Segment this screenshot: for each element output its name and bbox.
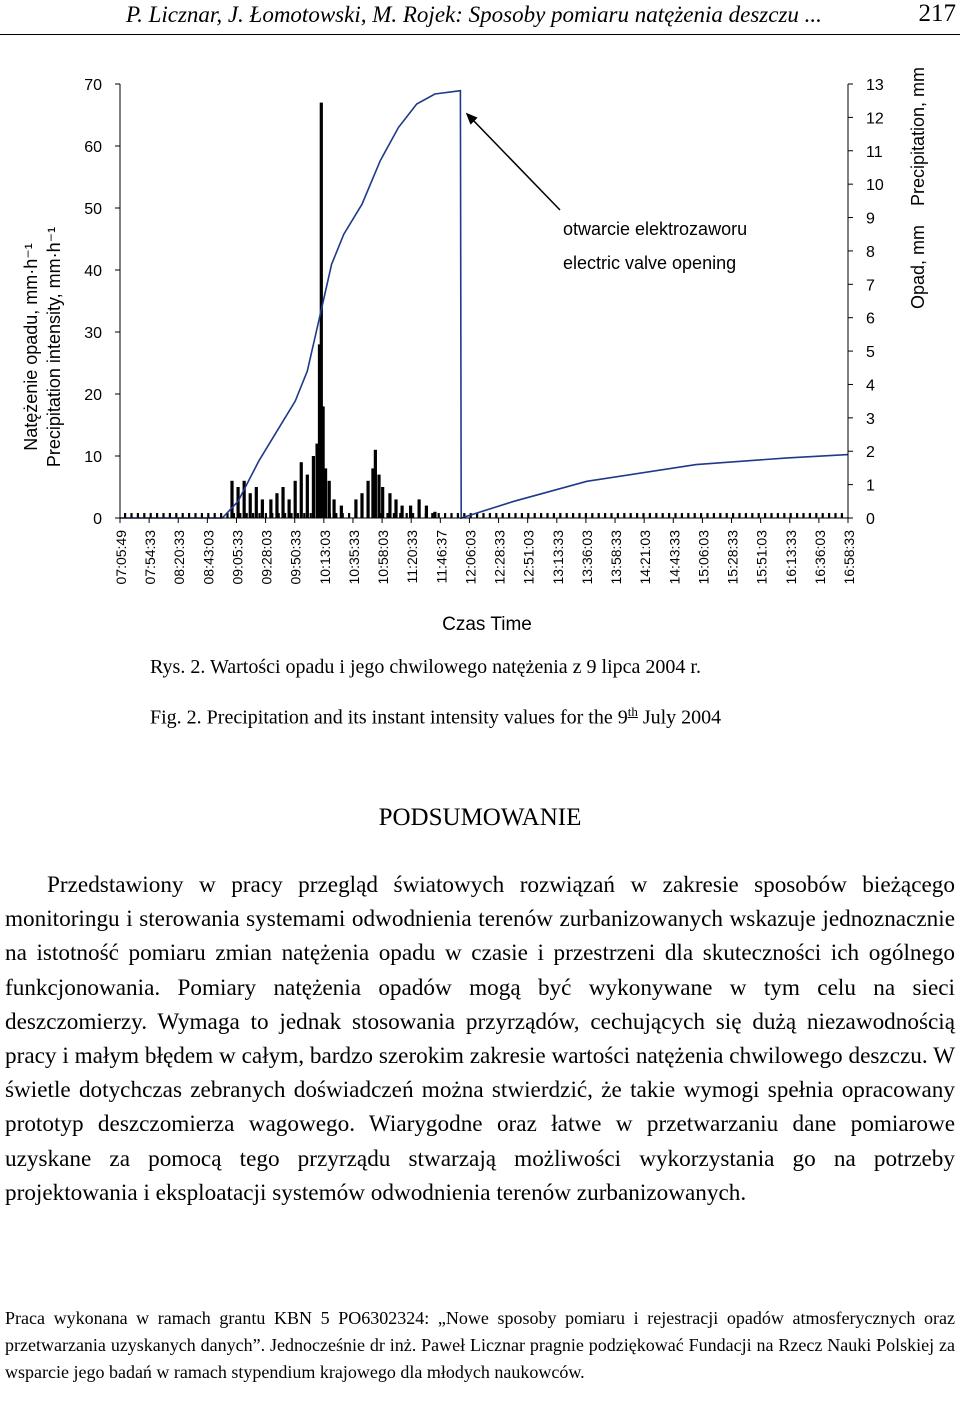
x-tick-label: 14:43:33 (666, 530, 683, 585)
intensity-bar (418, 499, 421, 518)
intensity-bar (381, 487, 384, 518)
intensity-baseline-bar (508, 513, 510, 518)
x-tick-label: 11:20:33 (404, 530, 421, 584)
intensity-baseline-bar (265, 513, 267, 518)
x-axis-title: Czas Time (442, 614, 532, 635)
intensity-baseline-bar (444, 513, 446, 518)
right-tick-label: 13 (866, 77, 884, 94)
intensity-baseline-bar (604, 513, 606, 518)
intensity-baseline-bar (732, 513, 734, 518)
intensity-bar (388, 493, 391, 518)
intensity-bar (249, 493, 252, 518)
intensity-baseline-bar (489, 513, 491, 518)
intensity-baseline-bar (809, 513, 811, 518)
intensity-bar (332, 499, 335, 518)
intensity-baseline-bar (534, 513, 536, 518)
plot-area-top (120, 40, 848, 42)
intensity-bar (324, 468, 327, 518)
intensity-baseline-bar (687, 513, 689, 518)
intensity-baseline-bar (578, 513, 580, 518)
x-tick-label: 10:58:03 (375, 530, 392, 585)
x-tick-label: 16:36:03 (811, 530, 828, 585)
left-tick-label: 60 (84, 139, 102, 156)
intensity-baseline-bar (841, 513, 843, 518)
x-tick-label: 08:43:03 (200, 530, 217, 585)
summary-paragraph: Przedstawiony w pracy przegląd światowych rozwiązań w zakresie sposobów bieżącego monitoringu i sterowania systemami odwodnienia terenów zurbanizowanych wskazuje jednoznacznie na istotność pomiaru zmian natężenia opadu w czasie i przestrzeni dla skuteczności ich ogólnego funkcjonowania. Pomiary natężenia opadów mogą być wykonywane w tym celu na sieci deszczomierzy. Wymaga to jednak stosowania przyrządów, cechujących się dużą niezawodnością pracy i małym błędem w całym, bardzo szerokim zakresie wartości natężenia chwilowego deszczu. W świetle dotychczas zebranych doświadczeń można stwierdzić, że takie wymogi spełnia opracowany prototyp deszczomierza wagowego. Wiarygodne oraz łatwe w przetwarzaniu dane pomiarowe uzyskane za pomocą tego przyrządu stwarzają możliwości wykorzystania go na potrzeby projektowania i eksploatacji systemów odwodnienia terenów zurbanizowanych. (5, 872, 955, 1206)
intensity-baseline-bar (828, 513, 830, 518)
right-tick-label: 10 (866, 177, 884, 195)
intensity-baseline-bar (502, 513, 504, 518)
right-axis-title-pl: Opad, mm (908, 224, 928, 309)
intensity-baseline-bar (777, 513, 779, 518)
x-tick-label: 10:13:03 (316, 530, 333, 585)
left-tick-label: 20 (84, 387, 102, 404)
intensity-baseline-bar (591, 513, 593, 518)
right-tick-label: 1 (866, 477, 875, 495)
x-tick-label: 14:21:03 (637, 530, 654, 585)
intensity-baseline-bar (694, 513, 696, 518)
right-axis-ticks (848, 77, 884, 528)
intensity-baseline-bar (713, 513, 715, 518)
intensity-baseline-bar (246, 513, 248, 518)
acknowledgement-footnote: Praca wykonana w ramach grantu KBN 5 PO6302324: „Nowe sposoby pomiaru i rejestracji opadów atmosferycznych oraz przetwarzania uzyskanych danych”. Jednocześnie dr inż. Paweł Licznar pragnie podziękować Fundacji na Rzecz Nauki Polskiej za wsparcie jego badań w ramach stypendium krajowego dla młodych naukowców. (5, 1308, 955, 1382)
intensity-baseline-bar (521, 513, 523, 518)
intensity-baseline-bar (598, 513, 600, 518)
left-axis-title-en: Precipitation intensity, mm·h⁻¹ (44, 226, 64, 468)
right-tick-label: 3 (866, 410, 875, 428)
left-tick-label: 0 (93, 511, 102, 528)
right-tick-label: 5 (866, 344, 875, 362)
running-head-authors: P. Licznar, J. Łomotowski, M. Rojek: Sposoby pomiaru natężenia deszczu ... (126, 2, 822, 27)
left-tick-label: 50 (84, 201, 102, 218)
section-heading: PODSUMOWANIE (378, 804, 582, 831)
left-tick-label: 10 (84, 449, 102, 466)
intensity-baseline-bar (610, 513, 612, 518)
intensity-baseline-bar (303, 513, 305, 518)
intensity-bar (360, 493, 363, 518)
x-axis-ticks (113, 518, 857, 585)
x-tick-label: 16:13:33 (782, 530, 799, 585)
intensity-baseline-bar (559, 513, 561, 518)
intensity-bar (409, 506, 412, 518)
left-axis-title-pl: Natężenie opadu, mm·h⁻¹ (21, 243, 41, 451)
x-tick-label: 15:51:03 (753, 530, 770, 585)
intensity-baseline-bar (642, 513, 644, 518)
intensity-baseline-bar (546, 513, 548, 518)
intensity-bar (394, 499, 397, 518)
intensity-bar (288, 499, 291, 518)
precipitation-chart (0, 40, 960, 640)
intensity-bar (433, 512, 436, 518)
intensity-bar (275, 493, 278, 518)
intensity-baseline-bar (438, 513, 440, 518)
x-tick-label: 13:36:03 (578, 530, 595, 585)
left-tick-label: 40 (84, 263, 102, 280)
intensity-baseline-bar (566, 513, 568, 518)
intensity-bar (300, 462, 303, 518)
x-tick-label: 08:20:33 (171, 530, 188, 585)
x-tick-label: 09:05:33 (229, 530, 246, 585)
intensity-baseline-bar (482, 513, 484, 518)
intensity-bar (400, 506, 403, 518)
x-tick-label: 16:58:33 (841, 530, 857, 585)
intensity-bar (328, 481, 331, 518)
intensity-baseline-bar (751, 513, 753, 518)
intensity-bar (294, 481, 297, 518)
x-tick-label: 12:06:03 (462, 530, 479, 585)
right-axis-title-en: Precipitation, mm (908, 66, 928, 206)
x-tick-label: 12:51:03 (520, 530, 537, 585)
intensity-baseline-bar (310, 513, 312, 518)
precipitation-line (120, 91, 848, 518)
right-tick-label: 0 (866, 511, 875, 528)
figure-caption-en (150, 704, 721, 730)
intensity-baseline-bar (258, 513, 260, 518)
intensity-baseline-bar (630, 513, 632, 518)
x-tick-label: 09:28:03 (258, 530, 275, 585)
x-tick-label: 15:06:03 (695, 530, 712, 585)
intensity-baseline-bar (783, 513, 785, 518)
intensity-baseline-bar (662, 513, 664, 518)
intensity-baseline-bar (719, 513, 721, 518)
intensity-bar (340, 506, 343, 518)
intensity-baseline-bar (431, 513, 433, 518)
intensity-bar (306, 475, 309, 518)
intensity-bar (312, 456, 315, 518)
intensity-baseline-bar (495, 513, 497, 518)
intensity-baseline-bar (700, 513, 702, 518)
x-tick-label: 15:28:33 (724, 530, 741, 585)
intensity-bar (425, 506, 428, 518)
x-tick-label: 12:28:33 (491, 530, 508, 585)
right-tick-label: 2 (866, 444, 875, 462)
intensity-bar (281, 487, 284, 518)
right-tick-label: 7 (866, 277, 875, 295)
intensity-baseline-bar (758, 513, 760, 518)
intensity-baseline-bar (655, 513, 657, 518)
x-tick-label: 07:05:49 (113, 530, 129, 585)
intensity-baseline-bar (450, 513, 452, 518)
intensity-baseline-bar (764, 513, 766, 518)
intensity-baseline-bar (834, 513, 836, 518)
intensity-bar (269, 499, 272, 518)
intensity-baseline-bar (252, 513, 254, 518)
intensity-baseline-bar (822, 513, 824, 518)
intensity-bars (124, 103, 843, 518)
intensity-bar (255, 487, 258, 518)
running-head (0, 0, 960, 35)
intensity-baseline-bar (514, 513, 516, 518)
x-tick-label: 07:54:33 (142, 530, 159, 585)
intensity-bar (374, 450, 377, 518)
intensity-baseline-bar (348, 513, 350, 518)
intensity-baseline-bar (412, 513, 414, 518)
x-tick-label: 09:50:33 (287, 530, 304, 585)
intensity-baseline-bar (790, 513, 792, 518)
intensity-baseline-bar (726, 513, 728, 518)
x-tick-label: 13:58:33 (608, 530, 625, 585)
intensity-baseline-bar (681, 513, 683, 518)
intensity-baseline-bar (770, 513, 772, 518)
intensity-baseline-bar (745, 513, 747, 518)
right-tick-label: 4 (866, 377, 875, 395)
right-tick-label: 8 (866, 243, 875, 261)
left-tick-label: 30 (84, 325, 102, 342)
intensity-baseline-bar (617, 513, 619, 518)
intensity-baseline-bar (572, 513, 574, 518)
intensity-baseline-bar (649, 513, 651, 518)
caption-en-tail: July 2004 (637, 706, 722, 729)
figure-caption-pl: Rys. 2. Wartości opadu i jego chwilowego natężenia z 9 lipca 2004 r. (150, 656, 701, 678)
intensity-baseline-bar (738, 513, 740, 518)
x-tick-label: 13:13:33 (549, 530, 566, 585)
intensity-baseline-bar (386, 513, 388, 518)
annotation-arrow (467, 114, 560, 210)
x-tick-label: 11:46:37 (433, 530, 450, 584)
page-number: 217 (918, 0, 956, 27)
intensity-baseline-bar (668, 513, 670, 518)
right-tick-label: 11 (866, 143, 883, 161)
left-axis-ticks (84, 77, 120, 528)
intensity-baseline-bar (636, 513, 638, 518)
intensity-baseline-bar (297, 513, 299, 518)
intensity-bar (261, 499, 264, 518)
right-tick-label: 9 (866, 210, 875, 228)
intensity-bar (377, 475, 380, 518)
intensity-baseline-bar (540, 513, 542, 518)
intensity-baseline-bar (706, 513, 708, 518)
intensity-baseline-bar (585, 513, 587, 518)
intensity-baseline-bar (457, 513, 459, 518)
intensity-baseline-bar (674, 513, 676, 518)
intensity-baseline-bar (796, 513, 798, 518)
intensity-baseline-bar (815, 513, 817, 518)
intensity-baseline-bar (527, 513, 529, 518)
caption-en-text: Fig. 2. Precipitation and its instant intensity values for the 9 (150, 706, 628, 729)
intensity-bar (366, 481, 369, 518)
intensity-bar (230, 481, 233, 518)
intensity-baseline-bar (553, 513, 555, 518)
annotation-text-pl: otwarcie elektrozaworu (563, 219, 748, 239)
intensity-baseline-bar (406, 513, 408, 518)
intensity-baseline-bar (290, 513, 292, 518)
precipitation-line-group (120, 91, 848, 518)
intensity-baseline-bar (802, 513, 804, 518)
intensity-bar (354, 499, 357, 518)
annotation-text-en: electric valve opening (563, 253, 737, 273)
x-tick-label: 10:35:33 (345, 530, 362, 585)
caption-en-superscript: th (627, 704, 638, 719)
left-tick-label: 70 (84, 77, 102, 94)
intensity-baseline-bar (623, 513, 625, 518)
right-tick-label: 12 (866, 110, 884, 128)
right-tick-label: 6 (866, 310, 875, 328)
